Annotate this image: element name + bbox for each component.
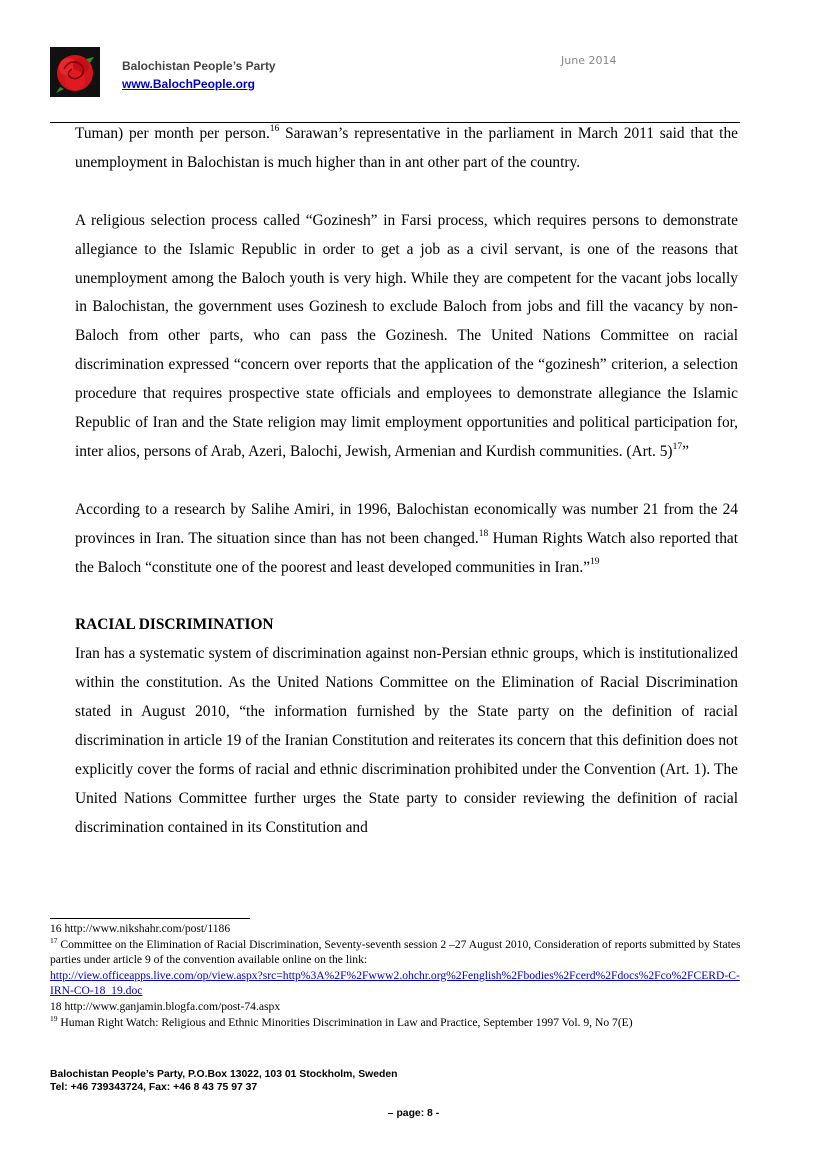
paragraph-4: Iran has a systematic system of discrimination against non-Persian ethnic groups, which is institutionalized within the constitution. As the United Nations Committee on the Elimination of Racial Discrimination stated in August 2010, “the information furnished by the State party on the definition of racial discrimination in article 19 of the Iranian Constitution and reiterates its concern that this definition does not explicitly cover the forms of racial and ethnic discrimination prohibited under the Convention (Art. 1). The United Nations Committee further urges the State party to consider reviewing the definition of racial discrimination contained in its Constitution and (75, 645, 738, 836)
paragraph-2-text: A religious selection process called “Gozinesh” in Farsi process, which requires persons to demonstrate allegiance to the Islamic Republic in order to get a job as a civil servant, is one of the reasons that unemployment among the Baloch youth is very high. While they are competent for the vacant jobs locally in Balochistan, the government uses Gozinesh to exclude Baloch from jobs and fill the vacancy by non-Baloch from other parts, who can pass the Gozinesh. The United Nations Committee on racial discrimination expressed “concern over reports that the application of the “gozinesh” criterion, a selection procedure that requires prospective state officials and employees to demonstrate allegiance the Islamic Republic of Iran and the State religion may limit employment opportunities and political participation for, inter alios, persons of Arab, Azeri, Balochi, Jewish, Armenian and Kurdish communities. (Art. 5) (75, 211, 738, 460)
footnote-17 (50, 937, 742, 999)
footnote-ref-16[interactable]: 16 (269, 123, 280, 134)
paragraph-2 (75, 207, 738, 467)
page-footer (50, 1068, 397, 1094)
footnote-19-text: Human Right Watch: Religious and Ethnic Minorities Discrimination in Law and Practice, September 1997 Vol. 9, No 7(E) (57, 1015, 633, 1029)
footnote-17-link[interactable]: http://view.officeapps.live.com/op/view.aspx?src=http%3A%2F%2Fwww2.ohchr.org%2Fenglish%2Fbodies%2Fcerd%2Fdocs%2Fco%2FCERD-C-IRN-CO-18_19.doc (50, 968, 740, 998)
footnote-ref-17[interactable]: 17 (672, 441, 683, 452)
header-date: June 2014 (561, 54, 617, 67)
paragraph-2-text-cont: ” (682, 442, 689, 460)
org-name: Balochistan People’s Party (122, 59, 276, 73)
paragraph-1-text-cont: Sarawan’s representative in the parliament in March 2011 said that the unemployment in Balochistan is much higher than in ant other part of the country. (75, 125, 738, 171)
paragraph-1 (75, 120, 738, 178)
paragraph-1-text: Tuman) per month per person. (75, 125, 270, 142)
paragraph-3 (75, 496, 738, 583)
footnote-17-number: 17 (50, 935, 58, 945)
footer-contact: Tel: +46 739343724, Fax: +46 8 43 75 97 37 (50, 1082, 258, 1093)
footnote-divider (50, 918, 250, 919)
section-heading: RACIAL DISCRIMINATION (75, 616, 274, 634)
body-text (75, 120, 738, 843)
footnote-17-text: Committee on the Elimination of Racial Discrimination, Seventy-seventh session 2 –27 August 2010, Consideration of reports submitted by States parties under article 9 of the convention available online on the link: (50, 937, 741, 967)
footnote-19-number: 19 (50, 1013, 58, 1023)
footnote-19 (50, 1015, 742, 1031)
footer-address: Balochistan People’s Party, P.O.Box 13022, 103 01 Stockholm, Sweden (50, 1069, 398, 1080)
paragraph-3-text: According to a research by Salihe Amiri, in 1996, Balochistan economically was number 21 from the 24 provinces in Iran. The situation since than has not been changed. (75, 500, 738, 547)
org-website-link[interactable]: www.BalochPeople.org (122, 77, 255, 91)
footnote-18: 18 http://www.ganjamin.blogfa.com/post-74.aspx (50, 999, 281, 1013)
rose-logo-icon (50, 47, 100, 97)
footnote-ref-19[interactable]: 19 (590, 557, 600, 568)
footnote-16: 16 http://www.nikshahr.com/post/1186 (50, 922, 231, 935)
page-number: – page: 8 - (387, 1108, 440, 1119)
footnotes (50, 921, 742, 1030)
footnote-ref-18[interactable]: 18 (478, 528, 489, 539)
paragraph-3-text-cont: Human Rights Watch also reported that the Baloch “constitute one of the poorest and least developed communities in Iran.” (75, 529, 739, 576)
